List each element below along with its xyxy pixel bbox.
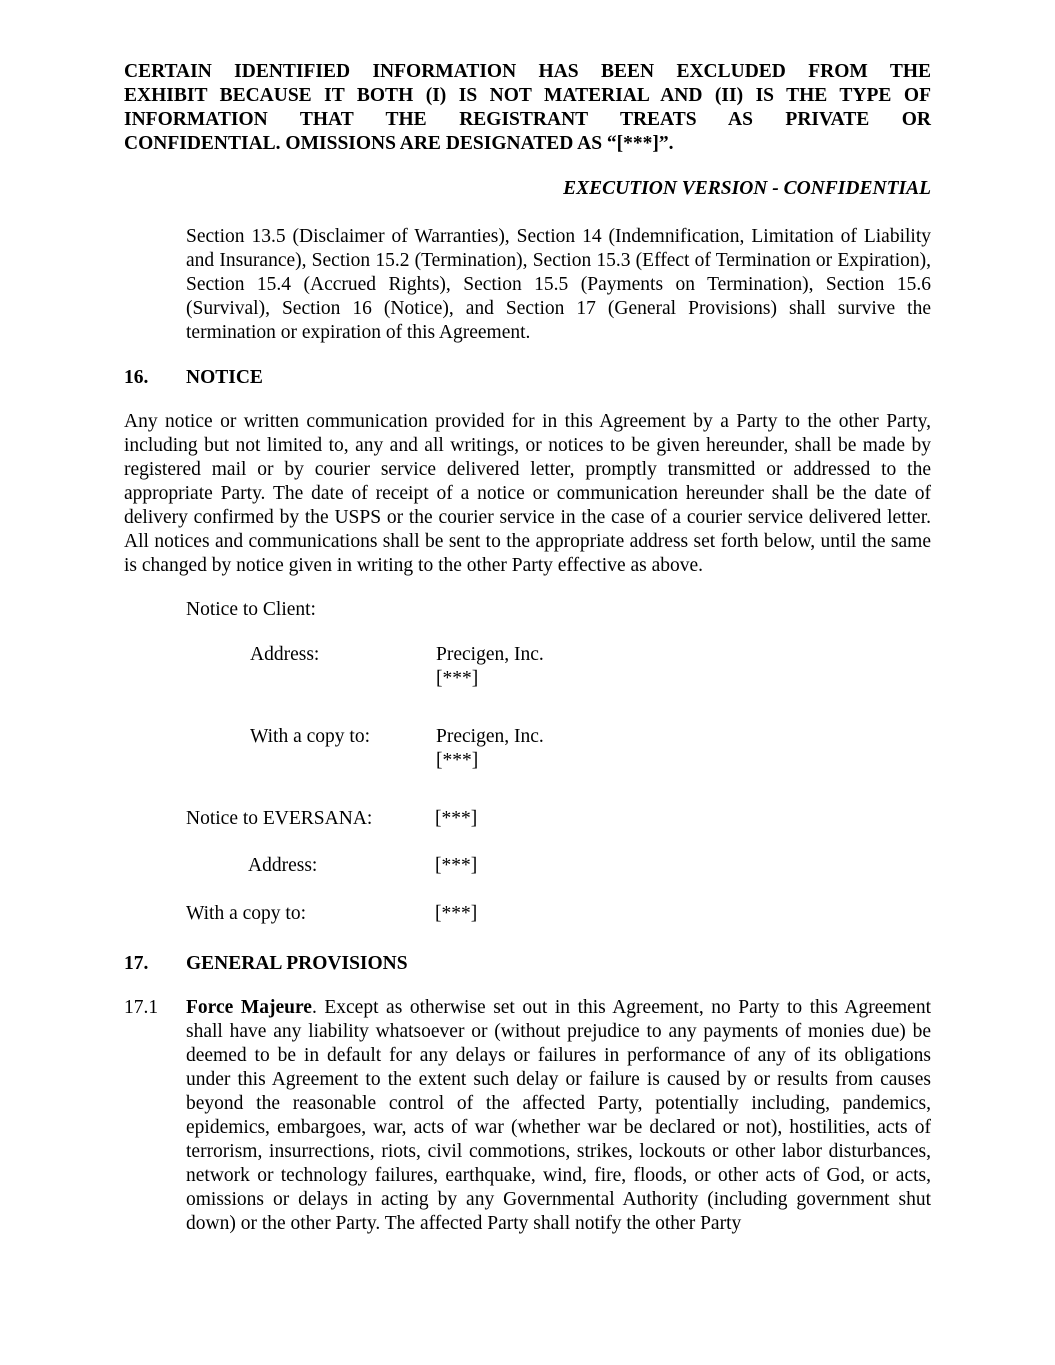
confidentiality-disclaimer xyxy=(124,60,931,156)
clause-text: . Except as otherwise set out in this Agreement, no Party to this Agreement shall have any liability whatsoever or (without prejudice to any payments of monies due) be deemed to be in default for any delays or failures in performance of any of its obligations under this Agreement to the extent such delay or failure is caused by or results from causes beyond the reasonable control of the affected Party, potentially including, pandemics, epidemics, embargoes, war, acts of war (whether war be declared or not), hostilities, acts of terrorism, insurrections, riots, civil commotions, strikes, lockouts or other labor disturbances, network or technology failures, earthquake, wind, fire, floods, or other acts of God, or acts, omissions or delays in acting by any Governmental Authority (including government shut down) or the other Party. The affected Party shall notify the other Party xyxy=(186,997,932,1234)
disclaimer-line: CONFIDENTIAL. OMISSIONS ARE DESIGNATED AS “[***]”. xyxy=(124,133,674,154)
section-17-heading xyxy=(124,952,931,976)
notice-paragraph: Any notice or written communication provided for in this Agreement by a Party to the other Party, including but not limited to, any and all writings, or notices to be given hereunder, shall be made by registered mail or by courier service delivered letter, promptly transmitted or addressed to the appropriate Party. The date of receipt of a notice or communication hereunder shall be the date of delivery confirmed by the USPS or the courier service in the case of a courier service delivered letter. All notices and communications shall be sent to the appropriate address set forth below, until the same is changed by notice given in writing to the other Party effective as above. xyxy=(124,411,931,576)
clause-title: Force Majeure xyxy=(186,997,312,1018)
client-address-label: Address: xyxy=(250,644,320,665)
section-title: NOTICE xyxy=(186,367,263,388)
eversana-address-value: [***] xyxy=(435,855,478,876)
survival-paragraph: Section 13.5 (Disclaimer of Warranties), Section 14 (Indemnification, Limitation of Liability and Insurance), Section 15.2 (Termination), Section 15.3 (Effect of Termination or Expiration), Section 15.4 (Accrued Rights), Section 15.5 (Payments on Termination), Section 15.6 (Survival), Section 16 (Notice), and Section 17 (General Provisions) shall survive the termination or expiration of this Agreement. xyxy=(186,226,931,343)
section-title: GENERAL PROVISIONS xyxy=(186,953,408,974)
disclaimer-line: CERTAIN IDENTIFIED INFORMATION HAS BEEN EXCLUDED FROM THE xyxy=(124,61,931,82)
clause-body xyxy=(186,996,931,1236)
clause-number: 17.1 xyxy=(124,997,159,1018)
section-number: 16. xyxy=(124,367,149,388)
notice-eversana-label: Notice to EVERSANA: xyxy=(186,808,373,829)
client-copy-line: [***] xyxy=(436,750,479,771)
clause-17-1 xyxy=(124,996,931,1236)
eversana-copy-label: With a copy to: xyxy=(186,903,306,924)
disclaimer-line: EXHIBIT BECAUSE IT BOTH (I) IS NOT MATERIAL AND (II) IS THE TYPE OF xyxy=(124,85,931,106)
document-page xyxy=(124,60,931,1236)
disclaimer-line: INFORMATION THAT THE REGISTRANT TREATS AS PRIVATE OR xyxy=(124,109,931,130)
section-16-heading xyxy=(124,366,931,390)
client-address-line: [***] xyxy=(436,668,479,689)
client-copy-line: Precigen, Inc. xyxy=(436,726,544,747)
eversana-copy-value: [***] xyxy=(435,903,478,924)
client-address-line: Precigen, Inc. xyxy=(436,644,544,665)
section-number: 17. xyxy=(124,953,149,974)
execution-version-label: EXECUTION VERSION - CONFIDENTIAL xyxy=(563,178,931,199)
notice-client-label: Notice to Client: xyxy=(186,599,316,620)
notice-eversana-value: [***] xyxy=(435,808,478,829)
notice-address-block xyxy=(124,598,931,928)
eversana-address-label: Address: xyxy=(248,855,318,876)
client-copy-label: With a copy to: xyxy=(250,726,370,747)
